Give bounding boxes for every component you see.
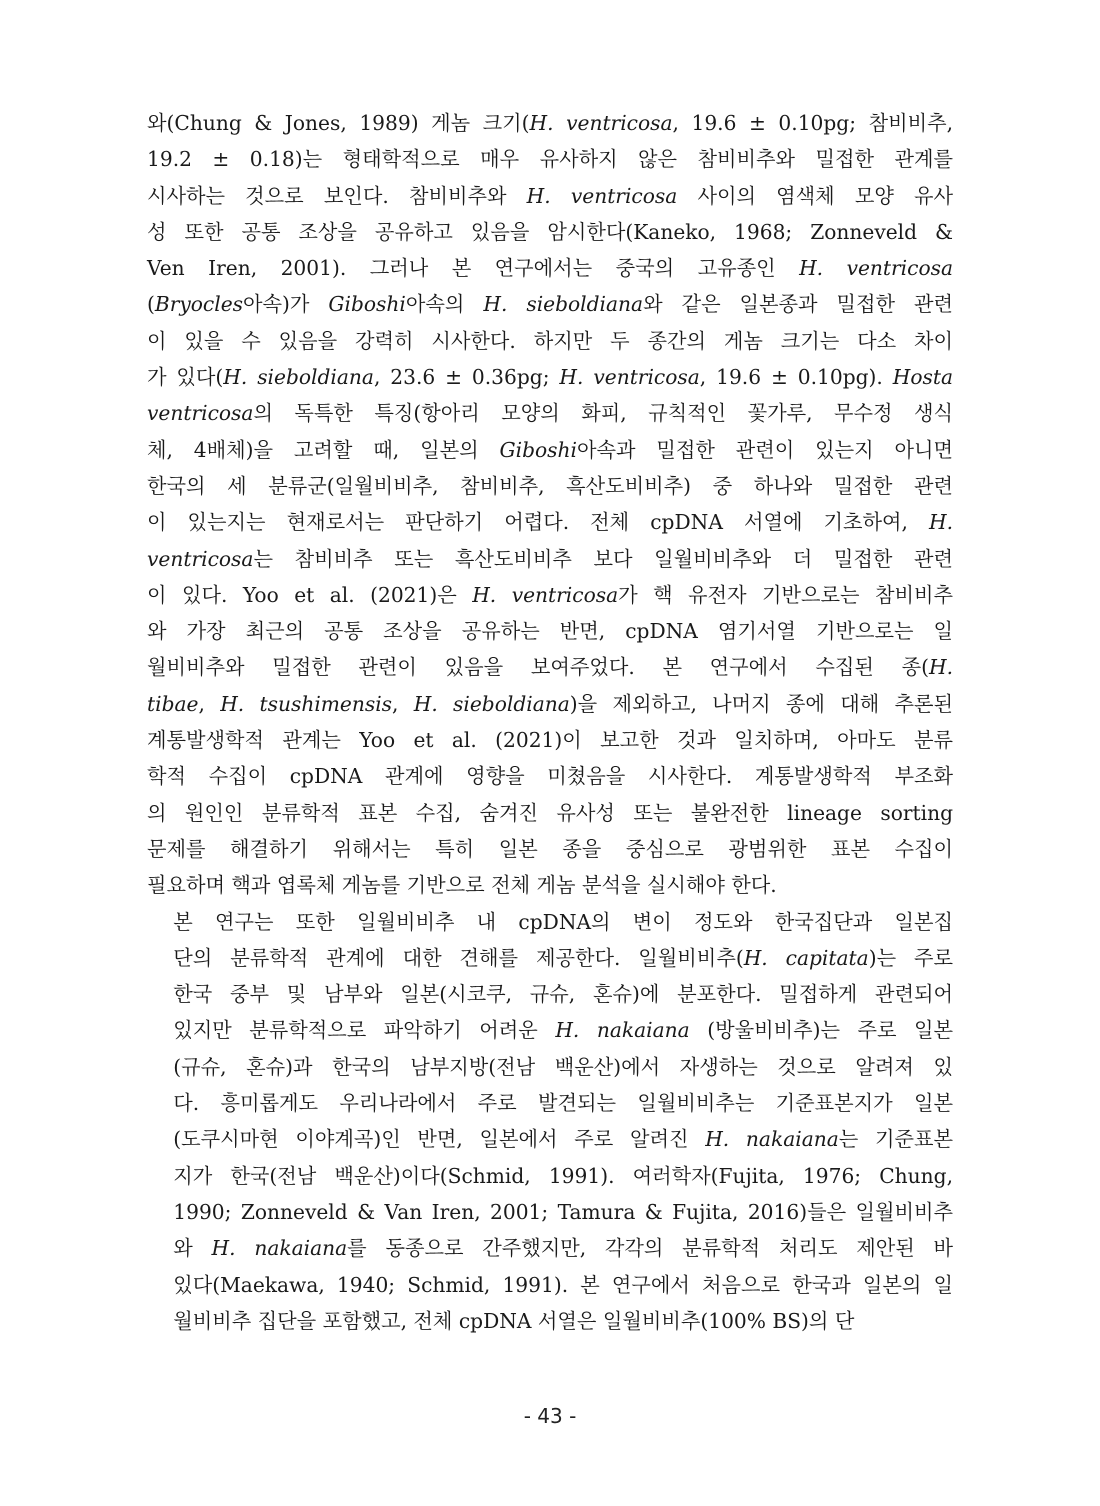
text-line: 성 또한 공통 조상을 공유하고 있음을 암시한다(Kaneko, 1968; Zonneveld & <box>147 219 953 244</box>
text-line: 의 원인인 분류학적 표본 수집, 숨겨진 유사성 또는 불완전한 lineage sorting <box>147 800 953 825</box>
text-line: 문제를 해결하기 위해서는 특히 일본 종을 중심으로 광범위한 표본 수집이 <box>147 836 953 861</box>
text-line: (Bryocles아속)가 Giboshi아속의 H. sieboldiana와 같은 일본종과 밀접한 관련 <box>147 292 954 317</box>
text-line: 학적 수집이 cpDNA 관계에 영향을 미쳤음을 시사한다. 계통발생학적 부조화 <box>147 764 953 789</box>
text-line: 있지만 분류학적으로 파악하기 어려운 H. nakaiana (방울비비추)는 주로 일본 <box>173 1018 953 1043</box>
text-line: 이 있다. Yoo et al. (2021)은 H. ventricosa가 핵 유전자 기반으로는 참비비추 <box>147 582 954 607</box>
text-line: 한국 중부 및 남부와 일본(시코쿠, 규슈, 혼슈)에 분포한다. 밀접하게 관련되어 <box>173 982 953 1007</box>
text-line: 있다(Maekawa, 1940; Schmid, 1991). 본 연구에서 처음으로 한국과 일본의 일 <box>173 1272 953 1297</box>
text-line: 계통발생학적 관계는 Yoo et al. (2021)이 보고한 것과 일치하며, 아마도 분류 <box>147 728 953 753</box>
text-line: 1990; Zonneveld & Van Iren, 2001; Tamura & Fujita, 2016)들은 일월비비추 <box>173 1199 953 1224</box>
text-line: tibae, H. tsushimensis, H. sieboldiana)을 제외하고, 나머지 종에 대해 추론된 <box>147 691 953 716</box>
text-line: ventricosa는 참비비추 또는 흑산도비비추 보다 일월비비추와 더 밀접한 관련 <box>147 546 953 571</box>
text-line: 월비비추와 밀접한 관련이 있음을 보여주었다. 본 연구에서 수집된 종(H. <box>147 655 953 680</box>
text-line: 와(Chung & Jones, 1989) 게놈 크기(H. ventricosa, 19.6 ± 0.10pg; 참비비추, <box>147 111 953 135</box>
text-line: 시사하는 것으로 보인다. 참비비추와 H. ventricosa 사이의 염색체 모양 유사 <box>147 183 953 208</box>
paragraph-1 <box>147 105 953 904</box>
text-line: 체, 4배체)을 고려할 때, 일본의 Giboshi아속과 밀접한 관련이 있는지 아니면 <box>147 437 954 462</box>
text-line: 가 있다(H. sieboldiana, 23.6 ± 0.36pg; H. ventricosa, 19.6 ± 0.10pg). Hosta <box>147 365 954 390</box>
text-line: ventricosa의 독특한 특징(항아리 모양의 화피, 규칙적인 꽃가루, 무수정 생식 <box>147 401 953 426</box>
text-line: 다. 흥미롭게도 우리나라에서 주로 발견되는 일월비비추는 기준표본지가 일본 <box>173 1091 953 1116</box>
text-line: 와 H. nakaiana를 동종으로 간주했지만, 각각의 분류학적 처리도 제안된 바 <box>173 1236 954 1261</box>
text-line: 본 연구는 또한 일월비비추 내 cpDNA의 변이 정도와 한국집단과 일본집 <box>173 909 953 934</box>
text-line: 필요하며 핵과 엽록체 게놈를 기반으로 전체 게놈 분석을 실시해야 한다. <box>147 873 777 898</box>
text-line: 한국의 세 분류군(일월비비추, 참비비추, 흑산도비비추) 중 하나와 밀접한 관련 <box>147 473 953 498</box>
text-line: (규슈, 혼슈)과 한국의 남부지방(전남 백운산)에서 자생하는 것으로 알려져 있 <box>173 1054 953 1079</box>
text-line: 와 가장 최근의 공통 조상을 공유하는 반면, cpDNA 염기서열 기반으로는 일 <box>147 619 953 644</box>
text-line: 이 있는지는 현재로서는 판단하기 어렵다. 전체 cpDNA 서열에 기초하여, H. <box>147 510 953 535</box>
paragraph-2 <box>147 904 953 1340</box>
text-line: 이 있을 수 있음을 강력히 시사한다. 하지만 두 종간의 게놈 크기는 다소 차이 <box>147 328 953 353</box>
text-line: 19.2 ± 0.18)는 형태학적으로 매우 유사하지 않은 참비비추와 밀접한 관계를 <box>147 147 953 172</box>
text-line: 단의 분류학적 관계에 대한 견해를 제공한다. 일월비비추(H. capitata)는 주로 <box>173 945 954 970</box>
text-line: 지가 한국(전남 백운산)이다(Schmid, 1991). 여러학자(Fujita, 1976; Chung, <box>173 1163 953 1188</box>
page-number: - 43 - <box>523 1404 577 1428</box>
text-line: (도쿠시마현 이야계곡)인 반면, 일본에서 주로 알려진 H. nakaiana는 기준표본 <box>173 1127 953 1152</box>
text-line: Ven Iren, 2001). 그러나 본 연구에서는 중국의 고유종인 H. ventricosa <box>147 256 953 281</box>
text-line: 월비비추 집단을 포함했고, 전체 cpDNA 서열은 일월비비추(100% BS)의 단 <box>173 1308 855 1333</box>
body-text <box>147 105 953 1339</box>
